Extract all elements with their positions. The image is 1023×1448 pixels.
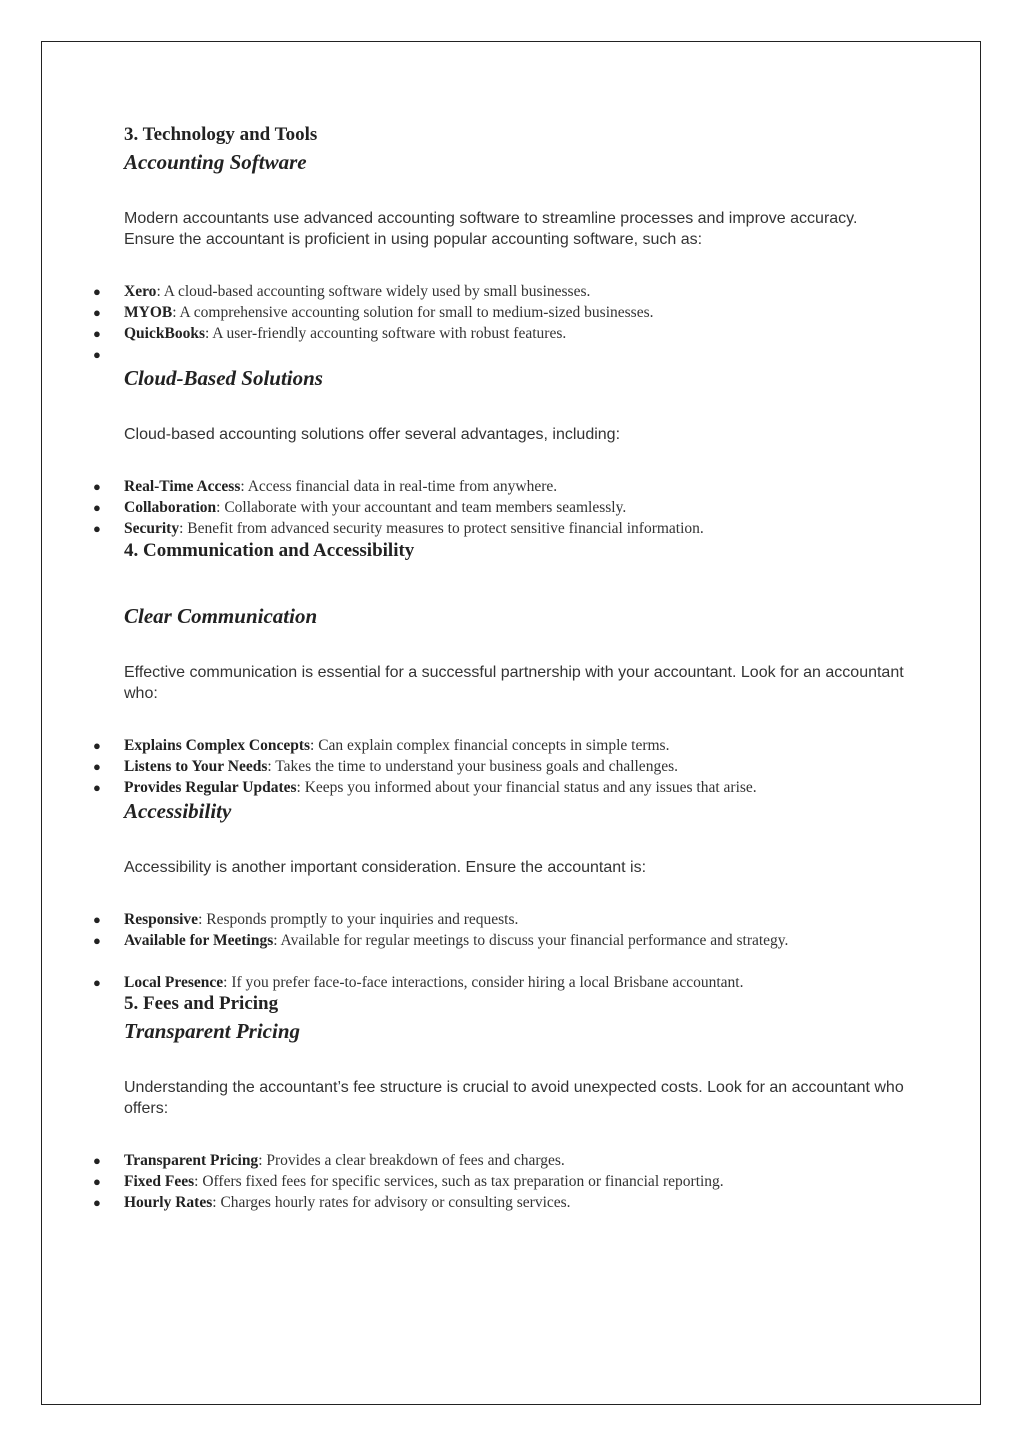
list-item: Real-Time Access: Access financial data in real-time from anywhere. bbox=[124, 478, 558, 495]
paragraph-accounting-software: Modern accountants use advanced accounting software to streamline processes and improve accuracy. Ensure the accountant is proficient in using popular accounting software, such as: bbox=[124, 210, 858, 248]
list-item: Responsive: Responds promptly to your inquiries and requests. bbox=[124, 911, 519, 928]
bullet-icon: ● bbox=[93, 479, 101, 494]
list-item: Available for Meetings: Available for regular meetings to discuss your financial performance and strategy. bbox=[124, 932, 789, 949]
list-item: Explains Complex Concepts: Can explain complex financial concepts in simple terms. bbox=[124, 737, 670, 754]
list-item: MYOB: A comprehensive accounting solution for small to medium-sized businesses. bbox=[124, 304, 654, 321]
list-item: Security: Benefit from advanced security measures to protect sensitive financial information. bbox=[124, 520, 704, 537]
bullet-icon: ● bbox=[93, 1195, 101, 1210]
subheading-accessibility: Accessibility bbox=[124, 799, 232, 823]
bullet-icon: ● bbox=[93, 1174, 101, 1189]
list-item: Local Presence: If you prefer face-to-face interactions, consider hiring a local Brisbane accountant. bbox=[124, 974, 744, 991]
bullet-icon: ● bbox=[93, 500, 101, 515]
bullet-icon: ● bbox=[93, 759, 101, 774]
list-item: Listens to Your Needs: Takes the time to understand your business goals and challenges. bbox=[124, 758, 678, 775]
bullet-icon: ● bbox=[93, 347, 101, 362]
bullet-icon: ● bbox=[93, 521, 101, 536]
list-item: Collaboration: Collaborate with your accountant and team members seamlessly. bbox=[124, 499, 627, 516]
list-item: Fixed Fees: Offers fixed fees for specific services, such as tax preparation or financial reporting. bbox=[124, 1173, 724, 1190]
subheading-accounting-software: Accounting Software bbox=[124, 150, 307, 174]
list-item: Transparent Pricing: Provides a clear breakdown of fees and charges. bbox=[124, 1152, 565, 1169]
list-item: Provides Regular Updates: Keeps you informed about your financial status and any issues that arise. bbox=[124, 779, 757, 796]
section-heading-communication: 4. Communication and Accessibility bbox=[124, 540, 415, 561]
list-item: Hourly Rates: Charges hourly rates for advisory or consulting services. bbox=[124, 1194, 571, 1211]
bullet-icon: ● bbox=[93, 912, 101, 927]
paragraph-accessibility: Accessibility is another important consideration. Ensure the accountant is: bbox=[124, 859, 647, 876]
bullet-icon: ● bbox=[93, 1153, 101, 1168]
list-item: Xero: A cloud-based accounting software widely used by small businesses. bbox=[124, 283, 591, 300]
bullet-icon: ● bbox=[93, 738, 101, 753]
bullet-icon: ● bbox=[93, 933, 101, 948]
bullet-icon: ● bbox=[93, 326, 101, 341]
subheading-cloud-based-solutions: Cloud-Based Solutions bbox=[124, 366, 323, 390]
paragraph-clear-communication: Effective communication is essential for a successful partnership with your accountant. Look for an accountant who: bbox=[124, 664, 904, 702]
bullet-icon: ● bbox=[93, 284, 101, 299]
bullet-icon: ● bbox=[93, 780, 101, 795]
subheading-transparent-pricing: Transparent Pricing bbox=[124, 1019, 300, 1043]
subheading-clear-communication: Clear Communication bbox=[124, 604, 318, 628]
bullet-icon: ● bbox=[93, 975, 101, 990]
paragraph-cloud-based: Cloud-based accounting solutions offer several advantages, including: bbox=[124, 426, 621, 443]
section-heading-technology: 3. Technology and Tools bbox=[124, 124, 318, 145]
paragraph-transparent-pricing: Understanding the accountant’s fee structure is crucial to avoid unexpected costs. Look for an accountant who offers: bbox=[124, 1079, 904, 1117]
list-item: QuickBooks: A user-friendly accounting software with robust features. bbox=[124, 325, 567, 342]
bullet-icon: ● bbox=[93, 305, 101, 320]
section-heading-fees: 5. Fees and Pricing bbox=[124, 993, 279, 1014]
